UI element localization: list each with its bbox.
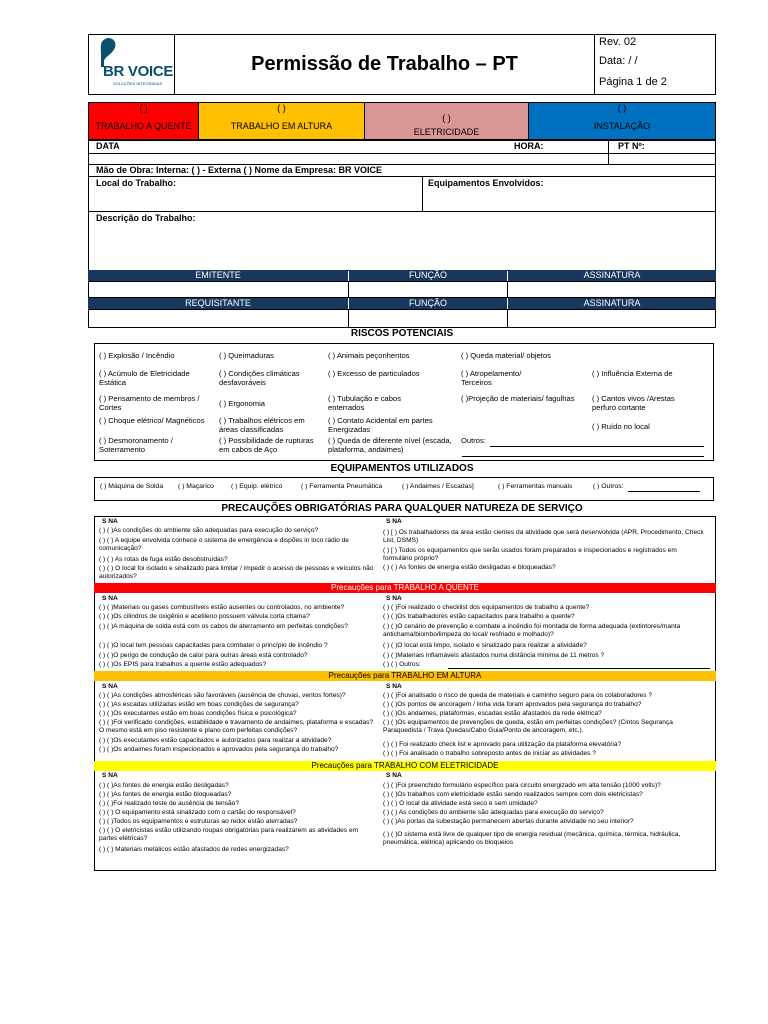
precaution-item[interactable]: ( ) ( )Foi verificado condições, estabilidade e travamento de andaimes, plataforma e escadas? O mesmo está em piso resistente e plano com perfeitas condições? bbox=[99, 719, 374, 735]
precaution-item[interactable]: ( ) [ ) Todos os equipamentos que serão usados foram preparados e inspecionados e registrados em formulário próprio? bbox=[383, 547, 677, 563]
risk-item[interactable]: ( )Projeção de materiais/ fagulhas bbox=[461, 394, 575, 403]
precaution-item[interactable]: ( ) ( )Os trabalhadores estão capacitados para trabalho a quente? bbox=[383, 613, 575, 620]
sna-header: S NA bbox=[386, 595, 402, 602]
precaution-item[interactable]: ( ) ( ) O local da atividade está seco e sem umidade? bbox=[383, 800, 538, 807]
precaution-item[interactable]: ( ) ( )Os equipamentos de prevenções de queda, estão em perfeitas condições? (Cintos Segurança Paraquedista / Trava Quedas/Cabo Guia/Ponto de ancoragem, etc.). bbox=[383, 719, 673, 735]
precaution-item[interactable]: ( ) ( )Todos os equipamentos e estruturas ao redor estão aterradas? bbox=[99, 818, 298, 825]
work-type-label: TRABALHO A QUENTE bbox=[95, 121, 192, 131]
risk-item[interactable]: ( ) Pensamento de membros / Cortes bbox=[99, 394, 200, 412]
sna-header: S NA bbox=[102, 772, 118, 779]
risk-item[interactable]: ( ) Contato Acidental em partes Energizadas bbox=[328, 416, 433, 434]
precaution-item[interactable]: ( ) ( ) As condições do ambiente são adequadas para execução do serviço? bbox=[383, 809, 604, 816]
work-type-checkbox[interactable]: ( ) bbox=[277, 103, 286, 113]
page-number: Página 1 de 2 bbox=[599, 76, 667, 88]
precaution-item[interactable]: ( ) ( ) Foi analisado o trabalho sobreposto antes de iniciar as atividades ? bbox=[383, 750, 596, 757]
precaution-item[interactable]: ( ) ( )As condições atmosféricas são favoráveis (ausência de chuvas, ventos fortes)? bbox=[99, 692, 346, 699]
company-logo bbox=[89, 35, 175, 94]
revision-info bbox=[595, 35, 715, 94]
precaution-item[interactable]: ( ) [ ) Os trabalhadores da área estão cientes da atividade que será desenvolvida (APR, Procedimento, Check List, DSMS) bbox=[383, 529, 704, 545]
work-type-installation[interactable] bbox=[529, 103, 715, 139]
sna-header: S NA bbox=[102, 518, 118, 525]
risk-item[interactable]: ( ) Choque elétrico/ Magnéticos bbox=[99, 416, 205, 425]
risk-item[interactable]: ( ) Possibilidade de rupturas em cabos de Aço bbox=[219, 436, 314, 454]
risk-item[interactable]: ( ) Queimaduras bbox=[219, 351, 274, 360]
precaution-item[interactable]: ( ) ( )O local está limpo, isolado e sinalizado para realizar a atividade? bbox=[383, 642, 587, 649]
height-work-bar: Precauções para TRABALHO EM ALTURA bbox=[94, 671, 716, 681]
precaution-item[interactable]: ( ) ( )O local tem pessoas capacitadas para combater o princípio de incêndio ? bbox=[99, 642, 328, 649]
issuer-signature-header: ASSINATURA bbox=[508, 270, 716, 281]
equipment-item[interactable]: ( ) Outros: bbox=[593, 483, 624, 490]
precaution-item[interactable]: ( ) ( )Os andaimes, plataformas, escadas estão afastados da rede elétrica? bbox=[383, 710, 602, 717]
sna-header: S NA bbox=[102, 683, 118, 690]
risk-item[interactable]: ( ) Animais peçonhentos bbox=[328, 351, 410, 360]
risk-item[interactable]: ( ) Condições climáticas desfavoráveis bbox=[219, 369, 300, 387]
work-type-hot[interactable] bbox=[89, 103, 199, 139]
work-type-label: TRABALHO EM ALTURA bbox=[230, 121, 333, 131]
time-label: HORA: bbox=[514, 141, 544, 151]
precaution-item[interactable]: ( ) ( ) As rotas de fuga estão desobstruídas? bbox=[99, 556, 228, 563]
sna-header: S NA bbox=[386, 518, 402, 525]
risk-item[interactable]: ( ) Queda material/ objetos bbox=[461, 351, 551, 360]
date-label: DATA bbox=[96, 141, 120, 151]
work-type-checkbox[interactable]: ( ) bbox=[139, 103, 148, 113]
risk-item[interactable]: ( ) Influência Externa de bbox=[592, 369, 673, 378]
precaution-item[interactable]: ( ) ( )Os cilindros de oxigênio e acetileno possuem válvula corta chama? bbox=[99, 613, 310, 620]
precaution-item[interactable]: ( ) ( )Os trabalhos com eletricidade estão sendo realizados sempre com dois eletricistas? bbox=[383, 791, 643, 798]
risk-item[interactable]: ( ) Cantos vivos /Arestas perfuro cortante bbox=[592, 394, 675, 412]
work-description-label: Descrição do Trabalho: bbox=[96, 213, 196, 223]
risk-item[interactable]: ( ) Acúmulo de Eletricidade Estática bbox=[99, 369, 190, 387]
requester-signature-row[interactable] bbox=[88, 309, 716, 328]
work-type-label: INSTALAÇÃO bbox=[593, 121, 651, 131]
work-type-electricity[interactable] bbox=[365, 103, 529, 139]
risk-item[interactable]: ( ) Queda de diferente nível (escada, plataforma, andaimes) bbox=[328, 436, 452, 454]
precaution-item[interactable]: ( ) ( )As portas da subestação permanecem abertas durante atividade no seu interior? bbox=[383, 818, 634, 825]
precaution-item[interactable]: ( ) ( )As fontes de energia estão bloqueadas? bbox=[99, 791, 232, 798]
issuer-role-header: FUNÇÃO bbox=[349, 270, 507, 281]
precautions-title: PRECAUÇÕES OBRIGATÓRIAS PARA QUALQUER NATUREZA DE SERVIÇO bbox=[221, 503, 583, 514]
electricity-work-bar: Precauções para TRABALHO COM ELETRICIDADE bbox=[94, 761, 716, 771]
requester-header: REQUISITANTE bbox=[88, 298, 348, 309]
hot-work-other-line[interactable] bbox=[448, 668, 710, 669]
precaution-item[interactable]: ( ) ( ) Foi realizado check list e aprovado para utilização da plataforma elevatória? bbox=[383, 741, 622, 748]
work-type-checkbox[interactable]: ( ) bbox=[617, 103, 627, 113]
revision-number: Rev. 02 bbox=[599, 36, 637, 48]
precaution-item[interactable]: ( ) ( )Os pontos de ancoragem / linha vida foram aprovados pela segurança do trabalho? bbox=[383, 701, 642, 708]
sna-header: S NA bbox=[102, 595, 118, 602]
risk-other-label: Outros: bbox=[461, 436, 486, 445]
equipment-item[interactable]: ( ) Máquina de Solda bbox=[100, 483, 164, 490]
precaution-item[interactable]: ( ) ( ) Materiais metálicos estão afastados de redes energizadas? bbox=[99, 846, 289, 853]
precaution-item[interactable]: ( ) ( )Foi analisado o risco de queda de materiais e caminho seguro para os colaboradores ? bbox=[383, 692, 653, 699]
logo-text: BR VOICE bbox=[103, 63, 174, 80]
requester-signature-header: ASSINATURA bbox=[508, 298, 716, 309]
precaution-item[interactable]: ( ) ( )A máquina de solda está com os cabos de aterramento em perfeitas condições? bbox=[99, 623, 348, 630]
workforce-field[interactable]: Mão de Obra: Interna: ( ) - Externa ( ) Nome da Empresa: BR VOICE bbox=[96, 165, 383, 175]
precaution-item[interactable]: ( ) ( )Foi preenchido formulário específico para circuito energizado em alta tensão (1000 volts)? bbox=[383, 782, 661, 789]
equipment-item[interactable]: ( ) Ferramentas manuais bbox=[498, 483, 573, 490]
risk-item[interactable]: ( ) Explosão / Incêndio bbox=[99, 351, 175, 360]
precaution-item[interactable]: ( ) ( )As escadas utilizadas estão em boas condições de segurança? bbox=[99, 701, 299, 708]
hot-work-bar: Precauções para TRABALHO A QUENTE bbox=[94, 583, 716, 593]
work-type-height[interactable] bbox=[199, 103, 365, 139]
precaution-item[interactable]: ( ) ( ) O equipamento está sinalizado com o cartão do responsável? bbox=[99, 809, 296, 816]
issuer-signature-row[interactable] bbox=[88, 281, 716, 298]
precaution-item[interactable]: ( ) ( )O perigo de condução de calor para outras áreas está controlado? bbox=[99, 652, 308, 659]
sna-header: S NA bbox=[386, 683, 402, 690]
precaution-item[interactable]: ( ) ( ) As fontes de energia estão desligadas e bloqueadas? bbox=[383, 564, 556, 571]
page-title: Permissão de Trabalho – PT bbox=[175, 35, 595, 94]
precaution-item[interactable]: ( ) ( )Foi realizado o checklist dos equipamentos de trabalho a quente? bbox=[383, 604, 590, 611]
equipment-other-line[interactable] bbox=[628, 491, 700, 492]
risk-item[interactable]: ( ) Ruído no local bbox=[592, 422, 650, 431]
precaution-item[interactable]: ( ) ( )Os executantes estão em boas condições física e psicológica? bbox=[99, 710, 297, 717]
risk-item[interactable]: ( ) Desmoronamento / Soterramento bbox=[99, 436, 173, 454]
risk-item[interactable]: ( ) Trabalhos elétricos em áreas classificadas bbox=[219, 416, 305, 434]
revision-date: Data: / / bbox=[599, 55, 638, 67]
equipment-item[interactable]: ( ) Andaimes / Escadas] bbox=[402, 483, 474, 490]
precaution-item[interactable]: ( ) ( )Materiais inflamáveis afastados numa distância mínima de 11 metros ? bbox=[383, 652, 605, 659]
work-type-checkbox[interactable]: ( ) bbox=[442, 113, 451, 123]
risks-title: RISCOS POTENCIAIS bbox=[350, 328, 454, 339]
precaution-item[interactable]: ( ) ( )O cenário de prevenção e combate a incêndio foi montada de forma adequada (extintores/manta antichama/biombo/limpeza do local/ resfriado e molhado)? bbox=[383, 623, 681, 639]
work-type-selector bbox=[88, 102, 716, 140]
risk-item[interactable]: ( ) Atropelamento/ Terceiros bbox=[461, 369, 522, 387]
precaution-item[interactable]: ( ) ( ) O local foi isolado e sinalizado para limitar / impedir o acesso de pessoas e veículos não autorizados? bbox=[99, 565, 374, 581]
risk-other-line[interactable] bbox=[490, 446, 704, 447]
risk-other-line-2[interactable] bbox=[462, 456, 704, 457]
precaution-item[interactable]: ( ) ( )As condições do ambiente são adequadas para execução do serviço? bbox=[99, 527, 319, 534]
sna-header: S NA bbox=[386, 772, 402, 779]
equipment-title: EQUIPAMENTOS UTILIZADOS bbox=[330, 463, 474, 474]
precaution-item[interactable]: ( ) ( )Os EPIS para trabalhos a quente estão adequados? bbox=[99, 661, 267, 668]
precaution-item[interactable]: ( ) ( )Foi realizado teste de ausência de tensão? bbox=[99, 800, 240, 807]
work-type-label: ELETRICIDADE bbox=[413, 127, 480, 137]
precaution-item[interactable]: ( ) ( ) Outros: bbox=[383, 661, 421, 668]
pt-number-label: PT Nº: bbox=[618, 141, 645, 151]
precaution-item[interactable]: ( ) ( ) O eletricistas estão utilizando roupas obrigatórias para realizarem as atividades em partes elétricas? bbox=[99, 827, 359, 843]
risk-item[interactable]: ( ) Tubulação e cabos enterrados bbox=[328, 394, 402, 412]
logo-subtitle: SOLUÇÕES INTEGRADAS bbox=[113, 81, 163, 86]
precaution-item[interactable]: ( ) ( )As fontes de energia estão desligadas? bbox=[99, 782, 229, 789]
equipment-item[interactable]: ( ) Equip. elétrico bbox=[231, 483, 283, 490]
risk-item[interactable]: ( ) Ergonomia bbox=[219, 399, 266, 408]
precaution-item[interactable]: ( ) ( )Os executantes estão capacitados e autorizados para realizar a atividade? bbox=[99, 737, 332, 744]
issuer-header: EMITENTE bbox=[88, 270, 348, 281]
equipment-item[interactable]: ( ) Ferramenta Pneumática bbox=[301, 483, 383, 490]
risk-item[interactable]: ( ) Excesso de particulados bbox=[328, 369, 420, 378]
precaution-item[interactable]: ( ) ( )O sistema está livre de qualquer tipo de energia residual (mecânica, química, térmica, hidráulica, pneumática, elétrica) aplicando os bloqueios bbox=[383, 831, 681, 847]
equipment-item[interactable]: ( ) Maçarico bbox=[178, 483, 214, 490]
requester-role-header: FUNÇÃO bbox=[349, 298, 507, 309]
work-info-table bbox=[88, 140, 716, 271]
precaution-item[interactable]: ( ) ( )Materiais ou gases combustíveis estão ausentes ou controlados, no ambiente? bbox=[99, 604, 345, 611]
precaution-item[interactable]: ( ) ( ) A equipe envolvida conhece o sistema de emergência e dispões in loco rádio de comunicação? bbox=[99, 537, 349, 553]
document-header bbox=[88, 34, 716, 95]
precaution-item[interactable]: ( ) ( )Os andaimes foram inspecionados e aprovados pela segurança do trabalho? bbox=[99, 746, 339, 753]
equipment-involved-label: Equipamentos Envolvidos: bbox=[428, 178, 544, 188]
work-location-label: Local do Trabalho: bbox=[96, 178, 177, 188]
